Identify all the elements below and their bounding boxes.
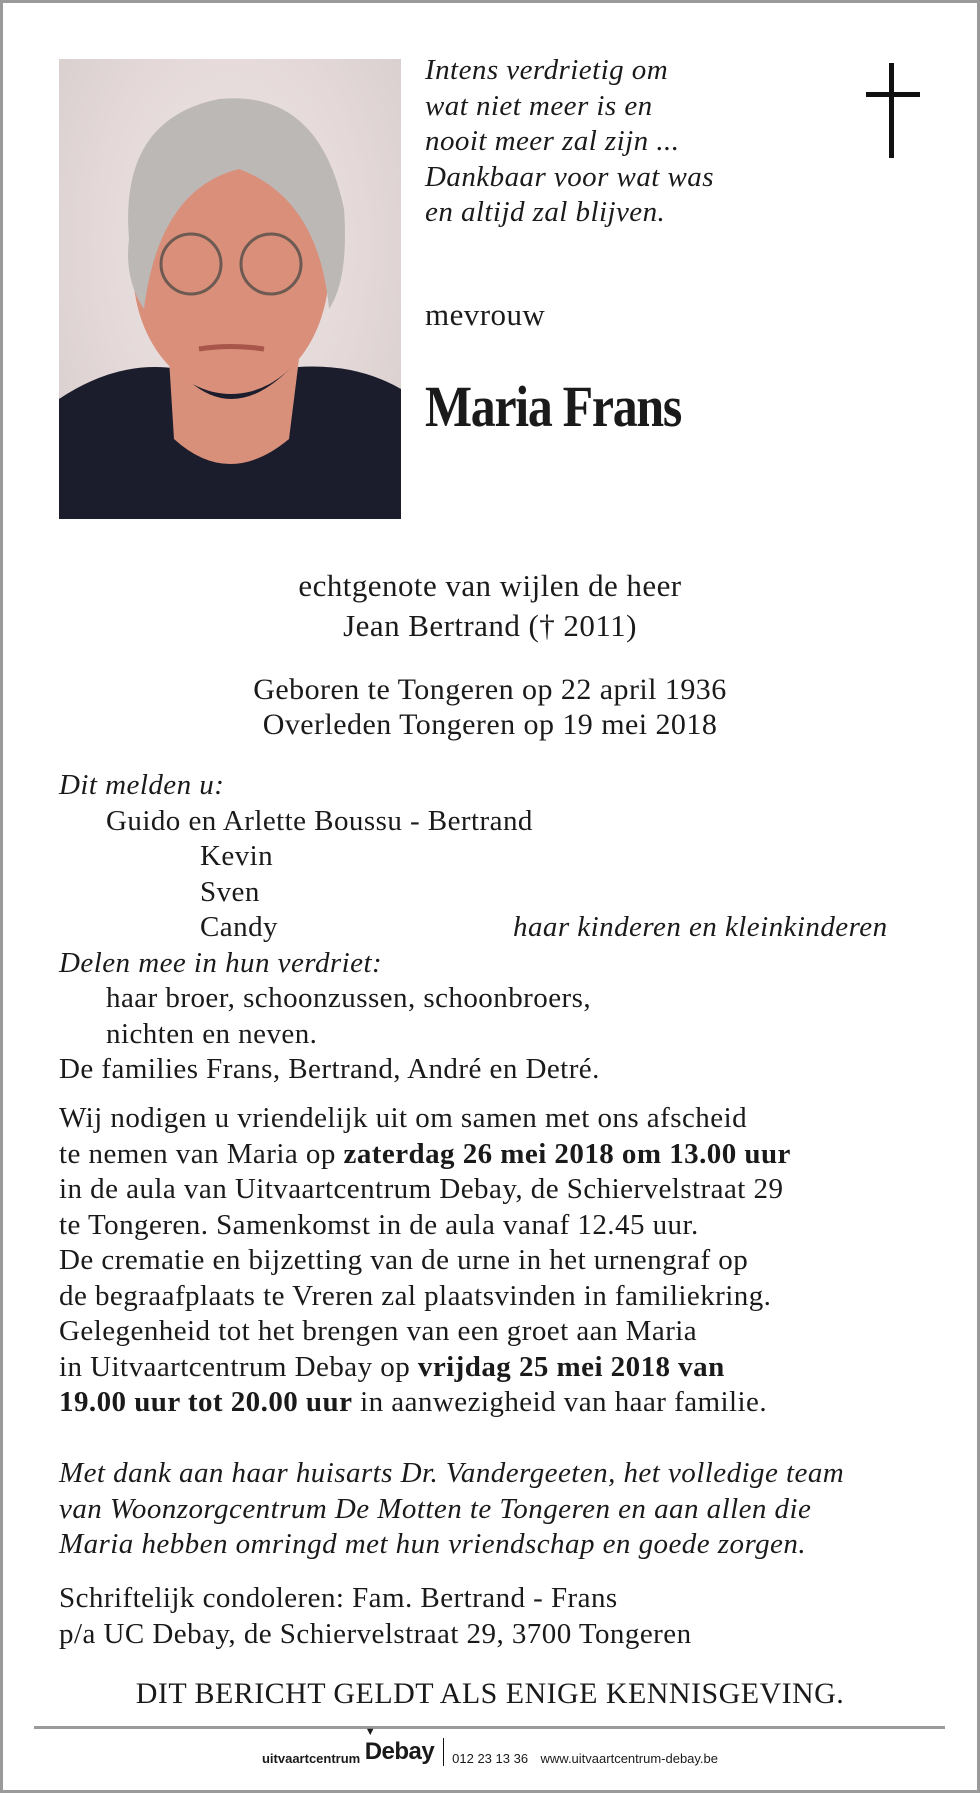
- families-line: De families Frans, Bertrand, André en Detré.: [59, 1053, 600, 1085]
- text: in Uitvaartcentrum Debay op: [59, 1350, 418, 1383]
- text: in aanwezigheid van haar familie.: [352, 1386, 768, 1418]
- invitation-line: [59, 1385, 791, 1421]
- spouse-line: echtgenote van wijlen de heer: [298, 568, 682, 603]
- cross-icon-bar: [866, 92, 920, 97]
- grandchild: Kevin: [200, 840, 274, 872]
- grandchild: Sven: [200, 875, 260, 908]
- relatives-line: haar broer, schoonzussen, schoonbroers,: [106, 982, 592, 1014]
- portrait-photo: [59, 59, 401, 519]
- title-prefix: mevrouw: [425, 297, 546, 332]
- thanks-line: Met dank aan haar huisarts Dr. Vandergeeten, het volledige team: [59, 1457, 845, 1489]
- thanks-line: Maria hebben omringd met hun vriendschap en goede zorgen.: [59, 1528, 807, 1560]
- family-intro: Dit melden u:: [59, 769, 225, 801]
- poem-line: Dankbaar voor wat was: [425, 160, 714, 193]
- thanks: [59, 1456, 844, 1563]
- spouse-info: [0, 566, 980, 646]
- invitation-line: te Tongeren. Samenkomst in de aula vanaf 12.45 uur.: [59, 1208, 699, 1241]
- deceased-name: Maria Frans: [425, 374, 681, 439]
- invitation-line: [59, 1137, 791, 1173]
- poem-line: wat niet meer is en: [425, 89, 653, 122]
- poem: [425, 53, 714, 231]
- invitation-line: Gelegenheid tot het brengen van een groet aan Maria: [59, 1315, 698, 1347]
- visitation-date: vrijdag 25 mei 2018 van: [417, 1350, 725, 1383]
- cross-icon: [889, 63, 894, 158]
- separator: [443, 1738, 444, 1766]
- family-children: Guido en Arlette Boussu - Bertrand: [106, 804, 533, 837]
- condolence-line: Schriftelijk condoleren: Fam. Bertrand - Frans: [59, 1582, 618, 1614]
- death-line: Overleden Tongeren op 19 mei 2018: [262, 708, 718, 741]
- text: te nemen van Maria op: [59, 1137, 344, 1170]
- dates: [0, 672, 980, 742]
- poem-line: Intens verdrietig om: [425, 54, 669, 86]
- triangle-icon: ▼: [364, 1726, 376, 1738]
- poem-line: nooit meer zal zijn ...: [425, 125, 680, 157]
- footer: [0, 1726, 980, 1766]
- invitation-line: [59, 1350, 791, 1386]
- share-intro: Delen mee in hun verdriet:: [59, 946, 383, 979]
- birth-line: Geboren te Tongeren op 22 april 1936: [253, 673, 727, 706]
- poem-line: en altijd zal blijven.: [425, 196, 666, 228]
- invitation: [59, 1101, 791, 1421]
- family-block: [59, 768, 888, 1088]
- notice: DIT BERICHT GELDT ALS ENIGE KENNISGEVING.: [135, 1677, 845, 1710]
- spouse-line: Jean Bertrand († 2011): [343, 608, 637, 643]
- phone: 012 23 13 36: [452, 1751, 529, 1766]
- brand-name: Debay: [364, 1738, 435, 1765]
- visitation-time: 19.00 uur tot 20.00 uur: [59, 1386, 353, 1418]
- relatives-line: nichten en neven.: [106, 1017, 318, 1050]
- condolence: [59, 1581, 692, 1652]
- invitation-line: Wij nodigen u vriendelijk uit om samen met ons afscheid: [59, 1102, 748, 1134]
- invitation-line: De crematie en bijzetting van de urne in het urnengraf op: [59, 1244, 749, 1276]
- invitation-line: in de aula van Uitvaartcentrum Debay, de Schiervelstraat 29: [59, 1173, 784, 1205]
- brand-small: uitvaartcentrum: [261, 1751, 361, 1766]
- website-link[interactable]: www.uitvaartcentrum-debay.be: [540, 1751, 719, 1766]
- ceremony-datetime: zaterdag 26 mei 2018 om 13.00 uur: [343, 1137, 791, 1170]
- brand-logo: [364, 1726, 435, 1765]
- grandchild: Candy: [200, 911, 278, 943]
- family-relation: haar kinderen en kleinkinderen: [513, 911, 888, 943]
- invitation-line: de begraafplaats te Vreren zal plaatsvinden in familiekring.: [59, 1279, 772, 1312]
- thanks-line: van Woonzorgcentrum De Motten te Tongeren en aan allen die: [59, 1492, 812, 1525]
- condolence-address: p/a UC Debay, de Schiervelstraat 29, 3700 Tongeren: [59, 1617, 692, 1650]
- divider: [34, 1726, 945, 1729]
